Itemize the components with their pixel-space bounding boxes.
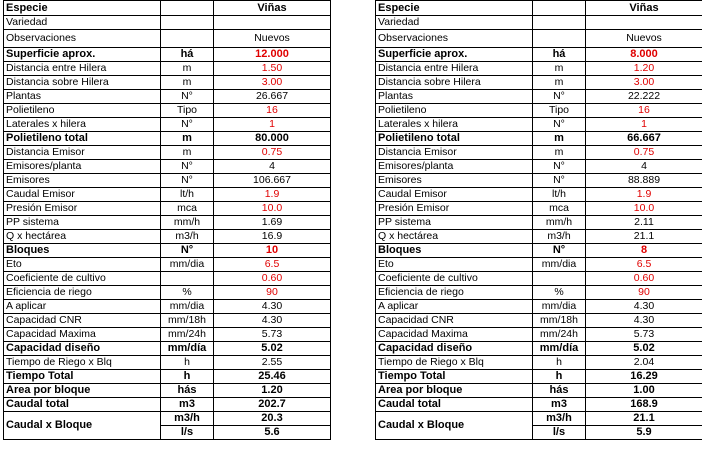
- caudal-bloque-value-m3h-cell[interactable]: 20.3: [214, 412, 331, 426]
- row-value-cell[interactable]: 202.7: [214, 398, 331, 412]
- row-unit-cell[interactable]: N°: [161, 174, 214, 188]
- table-row: [376, 328, 702, 342]
- irrigation-table-left: [3, 0, 329, 440]
- row-unit-cell[interactable]: m: [533, 76, 586, 90]
- table-row: [4, 16, 331, 30]
- row-unit-cell[interactable]: h: [533, 370, 586, 384]
- table-row: [376, 272, 702, 286]
- row-value-cell[interactable]: 5.73: [586, 328, 702, 342]
- row-label-cell[interactable]: Eficiencia de riego: [376, 286, 533, 300]
- row-value-cell[interactable]: 1.20: [214, 384, 331, 398]
- table-row: [4, 48, 331, 62]
- row-label-cell[interactable]: Distancia sobre Hilera: [376, 76, 533, 90]
- row-label-cell[interactable]: Superficie aprox.: [376, 48, 533, 62]
- row-unit-cell[interactable]: m: [161, 132, 214, 146]
- row-value-cell[interactable]: 12.000: [214, 48, 331, 62]
- row-value-cell[interactable]: 5.73: [214, 328, 331, 342]
- row-label-cell[interactable]: Tiempo Total: [376, 370, 533, 384]
- table-row: [4, 286, 331, 300]
- caudal-bloque-value-ls-cell[interactable]: 5.6: [214, 426, 331, 440]
- table-row: [4, 104, 331, 118]
- row-value-cell[interactable]: 1.50: [214, 62, 331, 76]
- table-row: [4, 118, 331, 132]
- row-label-cell[interactable]: Emisores: [4, 174, 161, 188]
- row-value-cell[interactable]: [586, 16, 702, 30]
- table-row: [4, 258, 331, 272]
- row-label-cell[interactable]: Observaciones: [376, 30, 533, 48]
- table-row: [376, 48, 702, 62]
- row-unit-cell[interactable]: m3/h: [161, 230, 214, 244]
- row-unit-cell[interactable]: m: [161, 146, 214, 160]
- row-value-cell[interactable]: 4: [214, 160, 331, 174]
- table-row: [376, 286, 702, 300]
- table-row: [376, 174, 702, 188]
- row-value-cell[interactable]: 2.11: [586, 216, 702, 230]
- row-label-cell[interactable]: Laterales x hilera: [4, 118, 161, 132]
- row-label-cell[interactable]: Polietileno total: [4, 132, 161, 146]
- row-value-cell[interactable]: 16.29: [586, 370, 702, 384]
- row-unit-cell[interactable]: mm/dia: [161, 300, 214, 314]
- table-row: [376, 230, 702, 244]
- table-row: [4, 146, 331, 160]
- row-value-cell[interactable]: 10: [214, 244, 331, 258]
- row-label-cell[interactable]: Distancia entre Hilera: [376, 62, 533, 76]
- row-unit-cell[interactable]: %: [161, 286, 214, 300]
- row-value-cell[interactable]: 1: [586, 118, 702, 132]
- row-value-cell[interactable]: Nuevos: [214, 30, 331, 48]
- row-label-cell[interactable]: Caudal Emisor: [4, 188, 161, 202]
- row-value-cell[interactable]: 4.30: [586, 314, 702, 328]
- row-label-cell[interactable]: Q x hectárea: [4, 230, 161, 244]
- row-unit-cell[interactable]: mm/dia: [533, 258, 586, 272]
- row-unit-cell[interactable]: mca: [533, 202, 586, 216]
- row-label-cell[interactable]: Distancia entre Hilera: [4, 62, 161, 76]
- row-unit-cell[interactable]: N°: [533, 174, 586, 188]
- row-label-cell[interactable]: Polietileno: [4, 104, 161, 118]
- table-row: [376, 30, 702, 48]
- row-value-cell[interactable]: 4.30: [214, 300, 331, 314]
- row-unit-cell[interactable]: mm/24h: [161, 328, 214, 342]
- table-row: [4, 370, 331, 384]
- row-value-cell[interactable]: 16: [586, 104, 702, 118]
- table-row: [4, 216, 331, 230]
- row-value-cell[interactable]: 66.667: [586, 132, 702, 146]
- row-unit-cell[interactable]: lt/h: [533, 188, 586, 202]
- row-label-cell[interactable]: Laterales x hilera: [376, 118, 533, 132]
- row-value-cell[interactable]: 22.222: [586, 90, 702, 104]
- row-value-cell[interactable]: [214, 16, 331, 30]
- row-value-cell[interactable]: 10.0: [586, 202, 702, 216]
- row-label-cell[interactable]: Variedad: [4, 16, 161, 30]
- row-value-cell[interactable]: 26.667: [214, 90, 331, 104]
- row-value-cell[interactable]: 8: [586, 244, 702, 258]
- caudal-bloque-label-cell[interactable]: Caudal x Bloque: [376, 412, 533, 440]
- row-label-cell[interactable]: Eto: [376, 258, 533, 272]
- table-row: [376, 16, 702, 30]
- row-label-cell[interactable]: Tiempo de Riego x Blq: [376, 356, 533, 370]
- row-label-cell[interactable]: Emisores/planta: [376, 160, 533, 174]
- row-unit-cell[interactable]: %: [533, 286, 586, 300]
- row-label-cell[interactable]: Capacidad Maxima: [4, 328, 161, 342]
- table-row: [4, 244, 331, 258]
- row-value-cell[interactable]: 5.02: [586, 342, 702, 356]
- table-row: [376, 104, 702, 118]
- row-label-cell[interactable]: Caudal total: [376, 398, 533, 412]
- row-label-cell[interactable]: Distancia Emisor: [376, 146, 533, 160]
- row-label-cell[interactable]: Presión Emisor: [4, 202, 161, 216]
- table-row: [4, 160, 331, 174]
- row-unit-cell[interactable]: m: [533, 132, 586, 146]
- table-row: [376, 76, 702, 90]
- row-value-cell[interactable]: 1.69: [214, 216, 331, 230]
- row-unit-cell[interactable]: mm/dia: [533, 300, 586, 314]
- row-label-cell[interactable]: Polietileno: [376, 104, 533, 118]
- row-unit-cell[interactable]: mm/h: [161, 216, 214, 230]
- row-unit-cell[interactable]: m: [161, 76, 214, 90]
- row-label-cell[interactable]: Caudal Emisor: [376, 188, 533, 202]
- row-label-cell[interactable]: Emisores/planta: [4, 160, 161, 174]
- row-value-cell[interactable]: 21.1: [586, 230, 702, 244]
- row-unit-cell[interactable]: hás: [161, 384, 214, 398]
- table-row: [376, 146, 702, 160]
- row-unit-cell[interactable]: N°: [161, 118, 214, 132]
- table-row: [376, 1, 702, 16]
- table-row: [376, 342, 702, 356]
- row-label-cell[interactable]: Plantas: [376, 90, 533, 104]
- row-label-cell[interactable]: Eficiencia de riego: [4, 286, 161, 300]
- row-unit-cell[interactable]: mm/dia: [161, 258, 214, 272]
- row-label-cell[interactable]: A aplicar: [4, 300, 161, 314]
- row-value-cell[interactable]: 8.000: [586, 48, 702, 62]
- row-unit-cell[interactable]: Tipo: [533, 104, 586, 118]
- row-label-cell[interactable]: Especie: [4, 1, 161, 16]
- table-row: [4, 62, 331, 76]
- table-row: [376, 160, 702, 174]
- row-unit-cell[interactable]: lt/h: [161, 188, 214, 202]
- row-label-cell[interactable]: Capacidad CNR: [4, 314, 161, 328]
- table-row: [376, 258, 702, 272]
- row-unit-cell[interactable]: mm/24h: [533, 328, 586, 342]
- table-row: [4, 272, 331, 286]
- table-row: [376, 384, 702, 398]
- table-row: [4, 328, 331, 342]
- table-row: [4, 314, 331, 328]
- table-row: [4, 30, 331, 48]
- row-label-cell[interactable]: Capacidad diseño: [376, 342, 533, 356]
- row-value-cell[interactable]: 0.75: [214, 146, 331, 160]
- row-value-cell[interactable]: 6.5: [214, 258, 331, 272]
- table-row: [4, 384, 331, 398]
- row-value-cell[interactable]: 5.02: [214, 342, 331, 356]
- row-value-cell[interactable]: 2.55: [214, 356, 331, 370]
- row-label-cell[interactable]: Tiempo Total: [4, 370, 161, 384]
- caudal-bloque-unit-ls-cell[interactable]: l/s: [161, 426, 214, 440]
- row-value-cell[interactable]: 88.889: [586, 174, 702, 188]
- row-unit-cell[interactable]: [161, 272, 214, 286]
- row-unit-cell[interactable]: N°: [533, 118, 586, 132]
- row-unit-cell[interactable]: N°: [161, 244, 214, 258]
- row-unit-cell[interactable]: N°: [533, 244, 586, 258]
- row-label-cell[interactable]: PP sistema: [376, 216, 533, 230]
- row-label-cell[interactable]: Q x hectárea: [376, 230, 533, 244]
- row-unit-cell[interactable]: há: [533, 48, 586, 62]
- table-row: [4, 76, 331, 90]
- row-value-cell[interactable]: 10.0: [214, 202, 331, 216]
- row-label-cell[interactable]: Variedad: [376, 16, 533, 30]
- row-unit-cell[interactable]: m: [533, 62, 586, 76]
- row-unit-cell[interactable]: N°: [161, 90, 214, 104]
- caudal-bloque-label-cell[interactable]: Caudal x Bloque: [4, 412, 161, 440]
- row-label-cell[interactable]: Distancia sobre Hilera: [4, 76, 161, 90]
- row-unit-cell[interactable]: [161, 30, 214, 48]
- row-label-cell[interactable]: Superficie aprox.: [4, 48, 161, 62]
- row-value-cell[interactable]: Viñas: [214, 1, 331, 16]
- table-row: [376, 62, 702, 76]
- row-value-cell[interactable]: 4.30: [586, 300, 702, 314]
- table-row: [4, 1, 331, 16]
- row-label-cell[interactable]: Coeficiente de cultivo: [4, 272, 161, 286]
- row-value-cell[interactable]: 16.9: [214, 230, 331, 244]
- row-unit-cell[interactable]: mca: [161, 202, 214, 216]
- table-row: [376, 398, 702, 412]
- row-unit-cell[interactable]: m: [161, 62, 214, 76]
- row-label-cell[interactable]: Bloques: [376, 244, 533, 258]
- row-value-cell[interactable]: 3.00: [214, 76, 331, 90]
- row-value-cell[interactable]: 0.60: [586, 272, 702, 286]
- row-label-cell[interactable]: Plantas: [4, 90, 161, 104]
- caudal-bloque-unit-ls-cell[interactable]: l/s: [533, 426, 586, 440]
- caudal-bloque-unit-m3h-cell[interactable]: m3/h: [161, 412, 214, 426]
- row-unit-cell[interactable]: m: [533, 146, 586, 160]
- table-row: [376, 314, 702, 328]
- row-label-cell[interactable]: Distancia Emisor: [4, 146, 161, 160]
- row-unit-cell[interactable]: N°: [161, 160, 214, 174]
- row-unit-cell[interactable]: mm/día: [161, 342, 214, 356]
- table-row: [376, 370, 702, 384]
- row-value-cell[interactable]: 2.04: [586, 356, 702, 370]
- row-label-cell[interactable]: PP sistema: [4, 216, 161, 230]
- row-unit-cell[interactable]: h: [161, 370, 214, 384]
- row-value-cell[interactable]: 106.667: [214, 174, 331, 188]
- row-value-cell[interactable]: 1.9: [214, 188, 331, 202]
- table-row: [4, 188, 331, 202]
- row-label-cell[interactable]: Presión Emisor: [376, 202, 533, 216]
- row-unit-cell[interactable]: há: [161, 48, 214, 62]
- row-unit-cell[interactable]: m3/h: [533, 230, 586, 244]
- row-label-cell[interactable]: Emisores: [376, 174, 533, 188]
- row-unit-cell[interactable]: [533, 30, 586, 48]
- table-row: [4, 342, 331, 356]
- row-label-cell[interactable]: Tiempo de Riego x Blq: [4, 356, 161, 370]
- row-value-cell[interactable]: 90: [586, 286, 702, 300]
- row-unit-cell[interactable]: mm/h: [533, 216, 586, 230]
- row-unit-cell[interactable]: h: [161, 356, 214, 370]
- row-label-cell[interactable]: Eto: [4, 258, 161, 272]
- table-row: [4, 412, 331, 426]
- row-value-cell[interactable]: 4.30: [214, 314, 331, 328]
- row-unit-cell[interactable]: h: [533, 356, 586, 370]
- row-label-cell[interactable]: Capacidad CNR: [376, 314, 533, 328]
- row-unit-cell[interactable]: mm/18h: [533, 314, 586, 328]
- table-row: [376, 202, 702, 216]
- row-value-cell[interactable]: Nuevos: [586, 30, 702, 48]
- row-unit-cell[interactable]: mm/día: [533, 342, 586, 356]
- row-value-cell[interactable]: 0.60: [214, 272, 331, 286]
- row-label-cell[interactable]: Area por bloque: [376, 384, 533, 398]
- table-row: [4, 202, 331, 216]
- table-row: [376, 356, 702, 370]
- row-label-cell[interactable]: Especie: [376, 1, 533, 16]
- row-value-cell[interactable]: 1: [214, 118, 331, 132]
- row-value-cell[interactable]: 25.46: [214, 370, 331, 384]
- table-row: [4, 230, 331, 244]
- row-label-cell[interactable]: Coeficiente de cultivo: [376, 272, 533, 286]
- row-value-cell[interactable]: 168.9: [586, 398, 702, 412]
- row-label-cell[interactable]: Capacidad diseño: [4, 342, 161, 356]
- table-row: [376, 90, 702, 104]
- row-unit-cell[interactable]: [533, 1, 586, 16]
- table-row: [4, 132, 331, 146]
- table-row: [4, 356, 331, 370]
- table-row: [4, 300, 331, 314]
- row-value-cell[interactable]: 3.00: [586, 76, 702, 90]
- row-value-cell[interactable]: 0.75: [586, 146, 702, 160]
- row-value-cell[interactable]: 6.5: [586, 258, 702, 272]
- row-value-cell[interactable]: 1.00: [586, 384, 702, 398]
- row-value-cell[interactable]: 4: [586, 160, 702, 174]
- table-row: [376, 216, 702, 230]
- row-label-cell[interactable]: Area por bloque: [4, 384, 161, 398]
- row-unit-cell[interactable]: [533, 272, 586, 286]
- row-label-cell[interactable]: Caudal total: [4, 398, 161, 412]
- row-value-cell[interactable]: 1.20: [586, 62, 702, 76]
- row-value-cell[interactable]: 90: [214, 286, 331, 300]
- row-unit-cell[interactable]: hás: [533, 384, 586, 398]
- table-row: [4, 90, 331, 104]
- table-row: [376, 188, 702, 202]
- caudal-bloque-value-ls-cell[interactable]: 5.9: [586, 426, 702, 440]
- row-label-cell[interactable]: Observaciones: [4, 30, 161, 48]
- row-value-cell[interactable]: 1.9: [586, 188, 702, 202]
- row-unit-cell[interactable]: [533, 16, 586, 30]
- row-unit-cell[interactable]: [161, 1, 214, 16]
- row-unit-cell[interactable]: mm/18h: [161, 314, 214, 328]
- row-unit-cell[interactable]: Tipo: [161, 104, 214, 118]
- table-row: [376, 300, 702, 314]
- row-unit-cell[interactable]: [161, 16, 214, 30]
- caudal-bloque-unit-m3h-cell[interactable]: m3/h: [533, 412, 586, 426]
- row-label-cell[interactable]: Bloques: [4, 244, 161, 258]
- row-unit-cell[interactable]: N°: [533, 160, 586, 174]
- table-row: [376, 118, 702, 132]
- table-row: [376, 412, 702, 426]
- table-row: [4, 398, 331, 412]
- row-label-cell[interactable]: A aplicar: [376, 300, 533, 314]
- table-row: [376, 244, 702, 258]
- row-value-cell[interactable]: 16: [214, 104, 331, 118]
- row-value-cell[interactable]: 80.000: [214, 132, 331, 146]
- row-unit-cell[interactable]: N°: [533, 90, 586, 104]
- table-row: [376, 132, 702, 146]
- caudal-bloque-value-m3h-cell[interactable]: 21.1: [586, 412, 702, 426]
- row-unit-cell[interactable]: m3: [161, 398, 214, 412]
- irrigation-table-right: [375, 0, 701, 440]
- row-label-cell[interactable]: Polietileno total: [376, 132, 533, 146]
- row-value-cell[interactable]: Viñas: [586, 1, 702, 16]
- row-unit-cell[interactable]: m3: [533, 398, 586, 412]
- row-label-cell[interactable]: Capacidad Maxima: [376, 328, 533, 342]
- table-row: [4, 174, 331, 188]
